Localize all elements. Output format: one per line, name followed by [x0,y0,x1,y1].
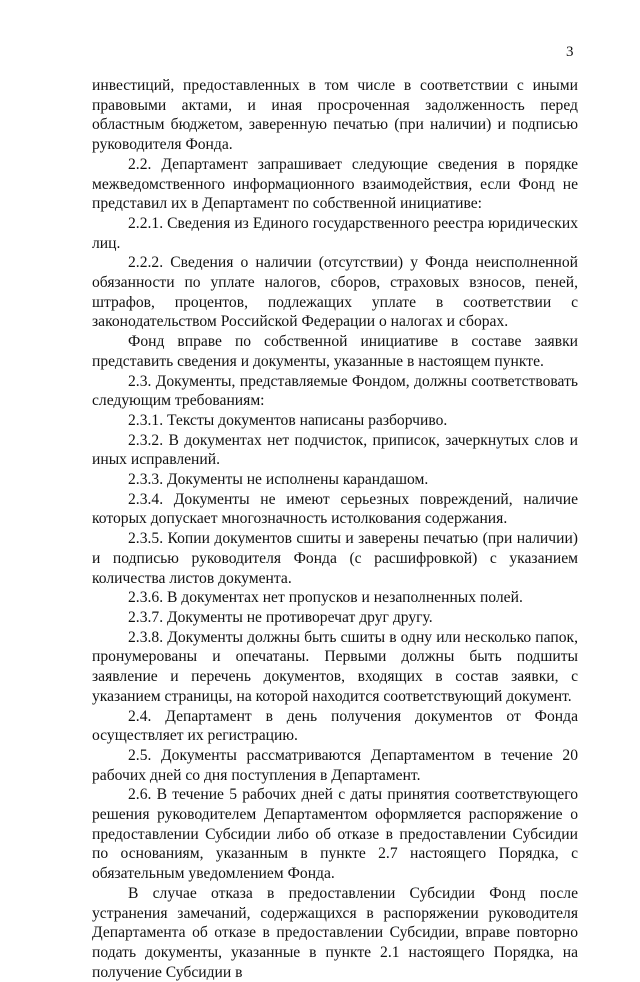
paragraph-fund-initiative: Фонд вправе по собственной инициативе в составе заявки представить сведения и документы, указанные в настоящем пункте. [92,333,578,370]
paragraph-2-3-2: 2.3.2. В документах нет подчисток, приписок, зачеркнутых слов и иных исправлений. [92,431,578,469]
paragraph-2-5: 2.5. Документы рассматриваются Департаментом в течение 20 рабочих дней со дня поступления в Департамент. [92,746,578,784]
paragraph-2-3-8: 2.3.8. Документы должны быть сшиты в одну или несколько папок, пронумерованы и опечатаны. Первыми должны быть подшиты заявление и перечень документов, входящих в состав заявки, с указанием страницы, на которой находится соответствующий документ. [92,628,578,705]
paragraph-2-4: 2.4. Департамент в день получения документов от Фонда осуществляет их регистрацию. [92,707,578,745]
paragraph-2-3-5: 2.3.5. Копии документов сшиты и заверены печатью (при наличии) и подписью руководителя Фонда (с расшифровкой) с указанием количества листов документа. [92,530,578,587]
paragraph-2-3-3: 2.3.3. Документы не исполнены карандашом. [128,471,429,489]
paragraph-refusal: В случае отказа в предоставлении Субсидии Фонд после устранения замечаний, содержащихся в распоряжении руководителя Департамента об отказе в предоставлении Субсидии, вправе повторно подать документы, указанные в пункте 2.1 настоящего Порядка, на получение Субсидии в [92,884,578,981]
paragraph-2-2: 2.2. Департамент запрашивает следующие сведения в порядке межведомственного информационного взаимодействия, если Фонд не представил их в Департамент по собственной инициативе: [92,155,578,213]
paragraph-2-3-4: 2.3.4. Документы не имеют серьезных повреждений, наличие которых допускает многозначность истолкования содержания. [92,490,578,528]
document-body [92,76,578,982]
paragraph-2-3-1: 2.3.1. Тексты документов написаны разборчиво. [128,411,448,429]
paragraph-2-6: 2.6. В течение 5 рабочих дней с даты принятия соответствующего решения руководителем Департаментом оформляется распоряжение о предоставлении Субсидии либо об отказе в предоставлении Субсидии по основаниям, указанным в пункте 2.7 настоящего Порядка, с обязательным уведомлением Фонда. [92,786,578,883]
paragraph-continuation: инвестиций, предоставленных в том числе в соответствии с иными правовыми актами, и иная просроченная задолженность перед областным бюджетом, заверенную печатью (при наличии) и подписью руководителя Фонда. [92,77,578,154]
page-number: 3 [566,44,574,60]
paragraph-2-3-6: 2.3.6. В документах нет пропусков и незаполненных полей. [128,589,523,607]
paragraph-2-3: 2.3. Документы, представляемые Фондом, должны соответствовать следующим требованиям: [92,372,578,410]
paragraph-2-3-7: 2.3.7. Документы не противоречат друг другу. [128,608,433,626]
paragraph-2-2-1: 2.2.1. Сведения из Единого государственного реестра юридических лиц. [92,214,578,252]
paragraph-2-2-2: 2.2.2. Сведения о наличии (отсутствии) у Фонда неисполненной обязанности по уплате налогов, сборов, страховых взносов, пеней, штрафов, процентов, подлежащих уплате в соответствии с законодательством Российской Федерации о налогах и сборах. [92,254,578,331]
